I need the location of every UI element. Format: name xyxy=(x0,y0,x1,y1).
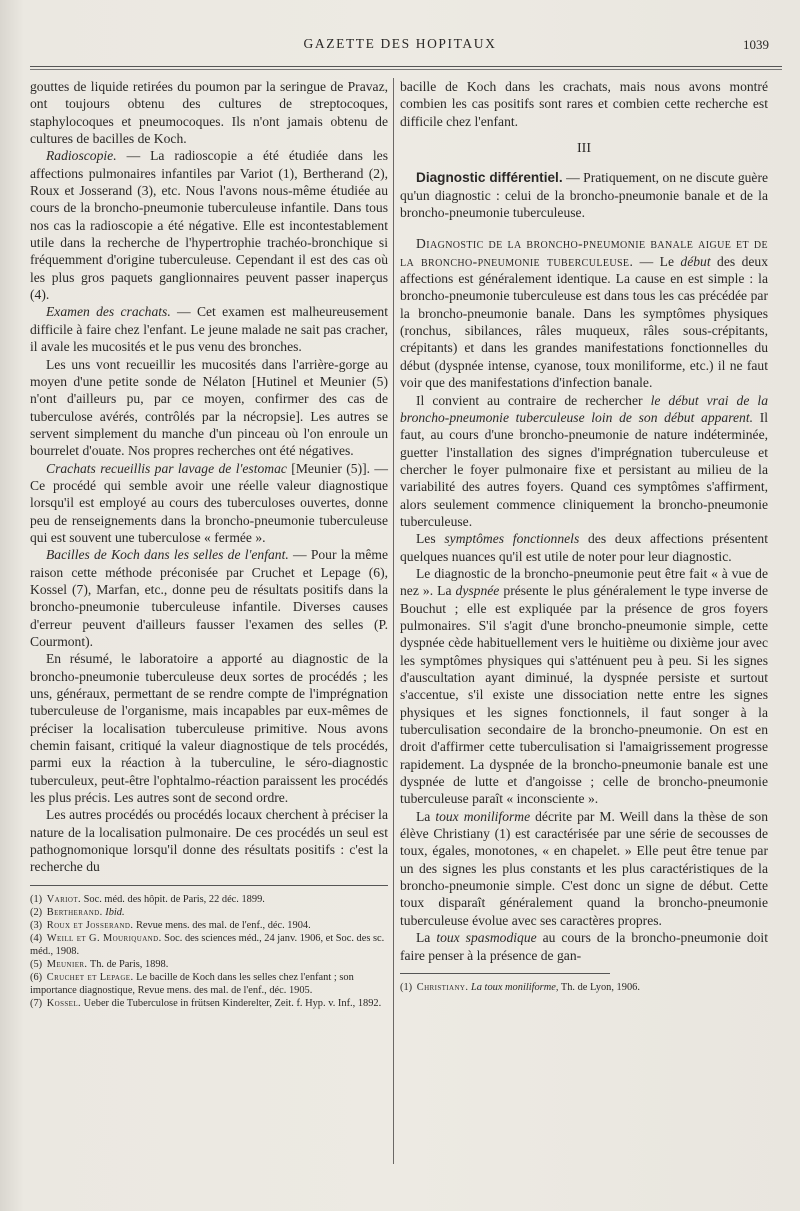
paragraph-lavage-estomac xyxy=(30,460,388,547)
paragraph-body: des deux affections est généralement identique. La cause en est simple : la broncho-pneumonie tuberculeuse est dans tous les cas précédée par la broncho-pneumonie banale. Dans les symptômes physiques (ronchus, sibilances, râles muqueux, râles sous-crépitants, crépitants) et dans les grandes manifestations fonctionnelles du début (dyspnée intense, cyanose, toux moniliforme, etc.) il ne faut voir que des manifestations d'infection banale. xyxy=(400,253,768,391)
paragraph: En résumé, le laboratoire a apporté au diagnostic de la broncho-pneumonie tuberculeuse deux sortes de procédés ; les uns, généraux, permettant de se rendre compte de l'imprégnation tuberculeuse de l'organisme, mais incapables par eux-mêmes de préciser la localisation tuberculeuse primitive. Nous avons chemin faisant, critiqué la valeur diagnostique de tels procédés, parmi eux la réaction à la tuberculine, le séro-diagnostic tuberculeux, peut-être l'ophtalmo-réaction paraissent les procédés les plus précis. Les autres sont de second ordre. xyxy=(30,651,388,806)
paragraph-heading: Examen des crachats. xyxy=(46,304,171,320)
footnote xyxy=(400,981,768,994)
paragraph-body: au cours de la broncho-pneumonie doit faire penser à la présence de gan- xyxy=(400,930,768,963)
footnote-number: (1) xyxy=(400,981,413,993)
section-number: III xyxy=(577,141,591,157)
footnote-number: (5) xyxy=(30,958,43,970)
footnote-number: (3) xyxy=(30,919,43,931)
paragraph-body: Il faut, au cours d'une broncho-pneumonie de nature indéterminée, guetter l'installation des signes d'imprégnation tuberculeuse et chercher le foyer pulmonaire fixe et persistant au milieu de la variabilité des autres foyers. Quand ces symptômes s'affirment, alors seulement commence cliniquement la broncho-pneumonie tuberculeuse. xyxy=(400,409,769,529)
footnote-author: Weill et G. Mouriquand. xyxy=(46,932,162,944)
footnotes-left xyxy=(30,893,388,1010)
paragraph-body: La xyxy=(416,808,436,824)
footnote-author: Roux et Josserand. xyxy=(46,919,134,931)
paragraph-heading: Crachats recueillis par lavage de l'estomac xyxy=(46,460,287,476)
emphasis: le début vrai de la broncho-pneumonie tuberculeuse loin de son début apparent. xyxy=(400,392,768,425)
footnote xyxy=(30,971,388,997)
footnote-author: Kossel. xyxy=(46,997,82,1009)
paragraph xyxy=(400,392,768,531)
footnote-title: La toux moniliforme, xyxy=(468,981,559,993)
paragraph-heading: Bacilles de Koch dans les selles de l'enfant. xyxy=(46,547,289,563)
footnote-author: Christiany. xyxy=(416,981,469,993)
paragraph-body: — La radioscopie a été étudiée dans les affections pulmonaires infantiles par Variot (1), Bertherand (2), Roux et Josserand (3), etc. Nous l'avons nous-même étudiée au cours de la broncho-pneumonie tuberculeuse infantile. Dans tous nos cas la radioscopie a été négative. Elle est incontestablement utile dans la recherche de l'hypertrophie trachéo-bronchique si fréquemment d'origine tuberculeuse. Cependant il est des cas où les plus gros paquets ganglionnaires peuvent passer inaperçus (4). xyxy=(30,148,388,303)
footnote-rule xyxy=(400,973,610,974)
emphasis: symptômes fonctionnels xyxy=(444,531,580,547)
paragraph: Les autres procédés ou procédés locaux cherchent à préciser la nature de la localisation pulmonaire. De ces procédés un seul est pathognomonique lorsqu'il donne des résultats positifs : c'est la recherche du xyxy=(30,807,388,875)
column-divider xyxy=(393,78,394,1164)
section-heading: Diagnostic différentiel. xyxy=(416,170,563,186)
footnote-text: Th. de Lyon, 1906. xyxy=(558,981,640,993)
emphasis: toux spasmodique xyxy=(436,930,537,946)
paragraph-body: présente le plus généralement le type inverse de Bouchut ; elle est expliquée par la présence de gros foyers pulmonaires. S'il s'agit d'une broncho-pneumonie simple, cette dyspnée cède habituellement vers le huitième ou dixième jour avec les symptômes physiques qui s'atténuent peu à peu. Si les signes d'auscultation ayant diminué, la dyspnée persiste et surtout s'accentue, s'il existe une dissociation nette entre les signes physiques et les signes fonctionnels, il faut songer à la tuberculisation secondaire de la broncho-pneumonie. On est en droit d'affirmer cette tuberculisation si l'amaigrissement progresse rapidement. La dyspnée de la broncho-pneumonie banale est une dyspnée de lutte et d'angoisse ; celle de broncho-pneumonie tuberculeuse paraît « inconsciente ». xyxy=(400,583,768,807)
footnote-number: (2) xyxy=(30,906,43,918)
footnote-author: Variot. xyxy=(46,893,82,905)
footnote xyxy=(30,958,388,971)
paragraph-body: décrite par M. Weill dans la thèse de son élève Christiany (1) est caractérisée par une série de secousses de toux, égales, monotones, « en chapelet. » Elle peut être tenue par un des signes les plus constants et les plus caractéristiques de la broncho-pneumonie simple. C'est donc un signe de début. Cette toux disparaît généralement quand la broncho-pneumonie tuberculeuse évolue avec ses caractères propres. xyxy=(400,808,768,928)
paragraph xyxy=(400,808,768,929)
footnote xyxy=(30,932,388,958)
left-column xyxy=(30,78,388,1010)
paragraph-radioscopie xyxy=(30,147,388,303)
paragraph-body: La xyxy=(416,930,437,946)
paragraph-body: [Meunier (5)]. — Ce procédé qui semble avoir une réelle valeur diagnostique lorsqu'il est employé au cours des tuberculoses ouvertes, donne peu de renseignements dans la broncho-pneumonie tuberculeuse qui est souvent une tuberculose « fermée ». xyxy=(30,460,388,545)
paragraph xyxy=(400,530,768,565)
paragraph-body: des deux affections présentent quelques nuances qu'il est utile de noter pour leur diagnostic. xyxy=(400,531,769,564)
emphasis: toux moniliforme xyxy=(435,808,531,824)
footnote xyxy=(30,906,388,919)
footnote-text: Revue mens. des mal. de l'enf., déc. 1904. xyxy=(133,919,311,931)
paragraph-body: Les xyxy=(416,531,445,547)
page-header xyxy=(0,34,800,64)
footnote-author: Meunier. xyxy=(46,958,88,970)
footnotes-right xyxy=(400,981,768,994)
right-column xyxy=(400,78,768,994)
footnote-text: Ueber die Tuberculose in frütsen Kinderelter, Zeit. f. Hyp. v. Inf., 1892. xyxy=(81,997,382,1009)
paragraph xyxy=(400,929,768,964)
header-rule-secondary xyxy=(30,69,782,70)
paragraph: bacille de Koch dans les crachats, mais nous avons montré combien les cas positifs sont rares et combien cette recherche est difficile chez l'enfant. xyxy=(400,79,768,129)
paragraph-diagnostic-banale-tuberculeuse xyxy=(400,235,768,391)
paragraph-body: Le diagnostic de la broncho-pneumonie peut être fait « à vue de nez ». La xyxy=(400,565,768,599)
footnote xyxy=(30,997,388,1010)
footnote-text: Th. de Paris, 1898. xyxy=(87,958,169,970)
page-number: 1039 xyxy=(743,37,769,52)
footnote-text: Soc. méd. des hôpit. de Paris, 22 déc. 1899. xyxy=(81,893,265,905)
footnote xyxy=(30,919,388,932)
footnote-number: (6) xyxy=(30,971,43,983)
paragraph-body: — Pour la même raison cette méthode préconisée par Cruchet et Lepage (6), Kossel (7), Marfan, etc., donne peu de résultats positifs dans la broncho-pneumonie tuberculeuse infantile. Diverses causes d'erreur peuvent d'ailleurs fausser l'examen des selles (P. Courmont). xyxy=(30,547,388,649)
header-rule xyxy=(30,66,782,67)
footnote-number: (7) xyxy=(30,997,43,1009)
paragraph xyxy=(400,565,768,808)
paragraph-heading: Radioscopie. xyxy=(46,148,117,164)
footnote-number: (4) xyxy=(30,932,43,944)
footnote-text: Ibid. xyxy=(102,906,125,918)
footnote-text: Soc. des sciences méd., 24 janv. 1906, et Soc. des sc. méd., 1908. xyxy=(30,932,385,957)
footnote-author: Cruchet et Lepage. xyxy=(46,971,134,983)
subsection-heading: Diagnostic de la broncho-pneumonie banale aigue et de la broncho-pneumonie tuberculeuse. xyxy=(400,236,768,269)
running-title: GAZETTE DES HOPITAUX xyxy=(303,36,497,51)
paragraph-body: — Le xyxy=(633,253,681,269)
paragraph-body: — Cet examen est malheureusement difficile à faire chez l'enfant. Le jeune malade ne sait pas cracher, il avale les mucosités et le pus venu des bronches. xyxy=(30,304,388,355)
footnote-author: Bertherand. xyxy=(46,906,103,918)
paragraph-body: Il convient au contraire de rechercher xyxy=(416,392,651,408)
footnote-number: (1) xyxy=(30,893,43,905)
paragraph: Les uns vont recueillir les mucosités dans l'arrière-gorge au moyen d'une petite sonde de Nélaton [Hutinel et Meunier (5) n'ont d'ailleurs pu, par ce moyen, confirmer des cas de tuberculose avérés, contrôlés par la nécropsie]. Les autres se servent simplement du manche d'un pinceau où l'on enroule un bourrelet d'ouate. Nos propres recherches ont été négatives. xyxy=(30,356,388,459)
footnote-rule xyxy=(30,885,388,886)
paragraph-diagnostic-differentiel xyxy=(400,169,768,221)
paragraph: gouttes de liquide retirées du poumon par la seringue de Pravaz, ont toujours obtenu des cultures de streptocoques, staphylocoques et pneumocoques. Ils n'ont jamais obtenu de cultures de bacilles de Koch. xyxy=(30,79,388,147)
footnote-text: Le bacille de Koch dans les selles chez l'enfant ; son importance diagnostique, Revue mens. des mal. de l'enf., déc. 1905. xyxy=(30,971,354,996)
paragraph-bacilles-selles xyxy=(30,546,388,650)
paragraph-examen-crachats xyxy=(30,303,388,355)
emphasis: début xyxy=(680,253,711,269)
footnote xyxy=(30,893,388,906)
paragraph-body: — Pratiquement, on ne discute guère qu'un diagnostic : celui de la broncho-pneumonie banale et de la broncho-pneumonie tuberculeuse. xyxy=(400,170,769,221)
emphasis: dyspnée xyxy=(455,583,500,599)
